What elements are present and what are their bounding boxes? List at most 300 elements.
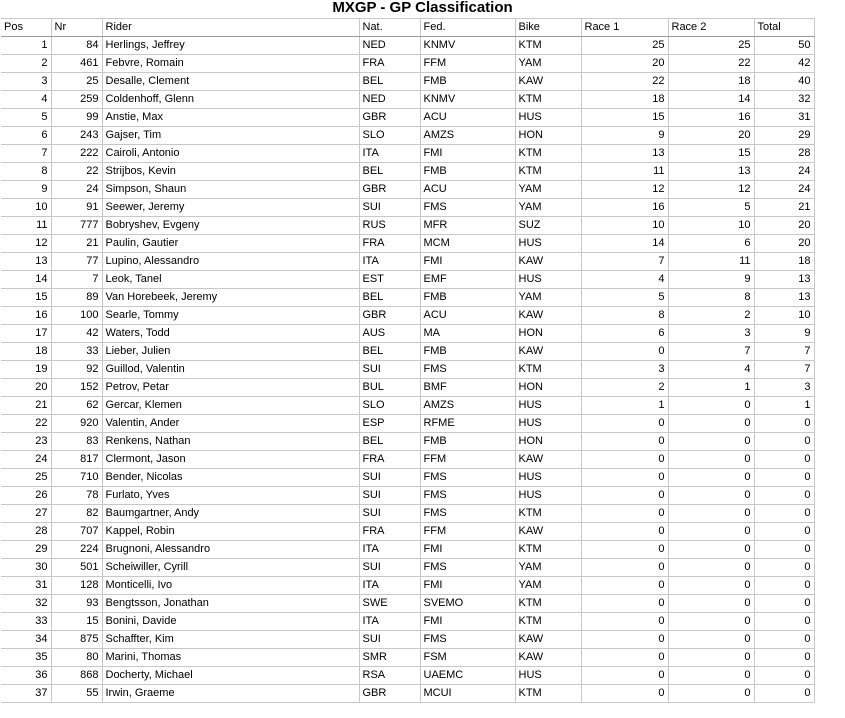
cell-fed: FFM — [420, 451, 515, 469]
cell-race1: 14 — [581, 235, 668, 253]
cell-total: 13 — [754, 271, 814, 289]
cell-rider: Kappel, Robin — [102, 523, 359, 541]
cell-nat: RSA — [359, 667, 420, 685]
cell-nr: 99 — [51, 109, 102, 127]
cell-pos: 17 — [1, 325, 51, 343]
table-row — [1, 217, 814, 235]
cell-race2: 0 — [668, 613, 754, 631]
cell-bike: KAW — [515, 631, 581, 649]
table-row — [1, 649, 814, 667]
cell-rider: Irwin, Graeme — [102, 685, 359, 703]
cell-total: 0 — [754, 415, 814, 433]
cell-fed: FMB — [420, 343, 515, 361]
cell-fed: MA — [420, 325, 515, 343]
cell-pos: 22 — [1, 415, 51, 433]
cell-rider: Paulin, Gautier — [102, 235, 359, 253]
cell-race2: 0 — [668, 631, 754, 649]
cell-nat: RUS — [359, 217, 420, 235]
cell-rider: Waters, Todd — [102, 325, 359, 343]
cell-bike: KTM — [515, 505, 581, 523]
table-row — [1, 631, 814, 649]
cell-fed: FMI — [420, 145, 515, 163]
cell-pos: 13 — [1, 253, 51, 271]
cell-fed: FMI — [420, 577, 515, 595]
cell-pos: 26 — [1, 487, 51, 505]
cell-nr: 89 — [51, 289, 102, 307]
cell-nr: 15 — [51, 613, 102, 631]
cell-total: 21 — [754, 199, 814, 217]
cell-rider: Gajser, Tim — [102, 127, 359, 145]
cell-nat: ITA — [359, 253, 420, 271]
table-row — [1, 199, 814, 217]
cell-total: 18 — [754, 253, 814, 271]
cell-nr: 77 — [51, 253, 102, 271]
cell-nat: SUI — [359, 199, 420, 217]
cell-nr: 24 — [51, 181, 102, 199]
table-row — [1, 505, 814, 523]
cell-pos: 1 — [1, 37, 51, 55]
cell-pos: 20 — [1, 379, 51, 397]
cell-rider: Searle, Tommy — [102, 307, 359, 325]
cell-nr: 224 — [51, 541, 102, 559]
table-header-row — [1, 19, 814, 37]
cell-race1: 0 — [581, 415, 668, 433]
cell-nat: GBR — [359, 685, 420, 703]
cell-nat: SLO — [359, 397, 420, 415]
cell-pos: 29 — [1, 541, 51, 559]
cell-race2: 13 — [668, 163, 754, 181]
cell-race1: 3 — [581, 361, 668, 379]
table-row — [1, 667, 814, 685]
cell-pos: 8 — [1, 163, 51, 181]
cell-race1: 7 — [581, 253, 668, 271]
cell-fed: FMI — [420, 613, 515, 631]
cell-total: 0 — [754, 595, 814, 613]
table-row — [1, 55, 814, 73]
cell-bike: HON — [515, 379, 581, 397]
cell-race1: 0 — [581, 559, 668, 577]
cell-pos: 5 — [1, 109, 51, 127]
cell-rider: Simpson, Shaun — [102, 181, 359, 199]
cell-bike: KAW — [515, 253, 581, 271]
cell-rider: Coldenhoff, Glenn — [102, 91, 359, 109]
cell-nat: SWE — [359, 595, 420, 613]
cell-total: 50 — [754, 37, 814, 55]
cell-nr: 93 — [51, 595, 102, 613]
cell-race1: 16 — [581, 199, 668, 217]
cell-race2: 7 — [668, 343, 754, 361]
cell-rider: Herlings, Jeffrey — [102, 37, 359, 55]
cell-bike: HUS — [515, 667, 581, 685]
cell-nr: 83 — [51, 433, 102, 451]
cell-pos: 12 — [1, 235, 51, 253]
cell-total: 40 — [754, 73, 814, 91]
cell-race1: 2 — [581, 379, 668, 397]
cell-pos: 15 — [1, 289, 51, 307]
cell-nr: 710 — [51, 469, 102, 487]
cell-rider: Petrov, Petar — [102, 379, 359, 397]
cell-race2: 0 — [668, 649, 754, 667]
cell-nat: SUI — [359, 487, 420, 505]
cell-fed: FMB — [420, 289, 515, 307]
table-row — [1, 685, 814, 703]
cell-nat: SUI — [359, 469, 420, 487]
cell-race2: 16 — [668, 109, 754, 127]
table-row — [1, 289, 814, 307]
cell-nr: 501 — [51, 559, 102, 577]
cell-nr: 55 — [51, 685, 102, 703]
cell-total: 0 — [754, 559, 814, 577]
header-race1: Race 1 — [581, 19, 668, 37]
cell-race1: 0 — [581, 487, 668, 505]
table-row — [1, 541, 814, 559]
cell-nat: EST — [359, 271, 420, 289]
cell-rider: Bengtsson, Jonathan — [102, 595, 359, 613]
cell-race1: 10 — [581, 217, 668, 235]
cell-bike: HUS — [515, 469, 581, 487]
cell-total: 0 — [754, 685, 814, 703]
cell-rider: Leok, Tanel — [102, 271, 359, 289]
cell-nat: BEL — [359, 343, 420, 361]
cell-rider: Guillod, Valentin — [102, 361, 359, 379]
cell-rider: Lupino, Alessandro — [102, 253, 359, 271]
table-row — [1, 523, 814, 541]
cell-fed: UAEMC — [420, 667, 515, 685]
cell-nr: 82 — [51, 505, 102, 523]
cell-race2: 0 — [668, 487, 754, 505]
cell-bike: KTM — [515, 595, 581, 613]
cell-total: 32 — [754, 91, 814, 109]
cell-total: 0 — [754, 649, 814, 667]
cell-bike: KTM — [515, 163, 581, 181]
cell-total: 0 — [754, 469, 814, 487]
cell-fed: FFM — [420, 523, 515, 541]
cell-race1: 20 — [581, 55, 668, 73]
cell-pos: 31 — [1, 577, 51, 595]
cell-total: 0 — [754, 613, 814, 631]
cell-bike: KAW — [515, 307, 581, 325]
cell-race1: 11 — [581, 163, 668, 181]
cell-bike: KTM — [515, 37, 581, 55]
cell-fed: FFM — [420, 55, 515, 73]
cell-total: 0 — [754, 541, 814, 559]
cell-total: 9 — [754, 325, 814, 343]
cell-nr: 91 — [51, 199, 102, 217]
cell-fed: FMS — [420, 487, 515, 505]
table-row — [1, 91, 814, 109]
header-total: Total — [754, 19, 814, 37]
cell-bike: HUS — [515, 109, 581, 127]
cell-total: 3 — [754, 379, 814, 397]
cell-bike: SUZ — [515, 217, 581, 235]
cell-pos: 4 — [1, 91, 51, 109]
cell-fed: FMB — [420, 163, 515, 181]
cell-rider: Monticelli, Ivo — [102, 577, 359, 595]
header-nr: Nr — [51, 19, 102, 37]
cell-bike: YAM — [515, 199, 581, 217]
cell-nat: GBR — [359, 307, 420, 325]
cell-bike: HUS — [515, 397, 581, 415]
table-row — [1, 145, 814, 163]
cell-bike: KTM — [515, 685, 581, 703]
cell-rider: Brugnoni, Alessandro — [102, 541, 359, 559]
cell-bike: HON — [515, 325, 581, 343]
cell-race2: 6 — [668, 235, 754, 253]
cell-race2: 18 — [668, 73, 754, 91]
cell-pos: 9 — [1, 181, 51, 199]
cell-race1: 0 — [581, 613, 668, 631]
cell-fed: FMS — [420, 361, 515, 379]
cell-pos: 16 — [1, 307, 51, 325]
cell-rider: Van Horebeek, Jeremy — [102, 289, 359, 307]
cell-race2: 0 — [668, 541, 754, 559]
cell-nr: 128 — [51, 577, 102, 595]
cell-race1: 0 — [581, 631, 668, 649]
cell-nat: FRA — [359, 55, 420, 73]
cell-rider: Furlato, Yves — [102, 487, 359, 505]
cell-race2: 0 — [668, 505, 754, 523]
cell-fed: FMS — [420, 631, 515, 649]
cell-total: 20 — [754, 235, 814, 253]
cell-rider: Strijbos, Kevin — [102, 163, 359, 181]
cell-rider: Bobryshev, Evgeny — [102, 217, 359, 235]
cell-nr: 259 — [51, 91, 102, 109]
cell-nat: ITA — [359, 145, 420, 163]
cell-race2: 1 — [668, 379, 754, 397]
cell-race1: 0 — [581, 451, 668, 469]
cell-total: 0 — [754, 667, 814, 685]
cell-total: 13 — [754, 289, 814, 307]
cell-pos: 18 — [1, 343, 51, 361]
cell-race2: 11 — [668, 253, 754, 271]
cell-fed: ACU — [420, 181, 515, 199]
cell-total: 7 — [754, 361, 814, 379]
cell-nat: SUI — [359, 559, 420, 577]
cell-pos: 6 — [1, 127, 51, 145]
cell-race1: 9 — [581, 127, 668, 145]
cell-bike: YAM — [515, 289, 581, 307]
cell-pos: 30 — [1, 559, 51, 577]
cell-nat: SUI — [359, 361, 420, 379]
cell-rider: Renkens, Nathan — [102, 433, 359, 451]
cell-race1: 0 — [581, 433, 668, 451]
cell-nr: 920 — [51, 415, 102, 433]
cell-nr: 817 — [51, 451, 102, 469]
table-row — [1, 361, 814, 379]
cell-rider: Clermont, Jason — [102, 451, 359, 469]
cell-total: 7 — [754, 343, 814, 361]
cell-fed: FMS — [420, 199, 515, 217]
cell-nr: 25 — [51, 73, 102, 91]
cell-nr: 78 — [51, 487, 102, 505]
cell-nat: ITA — [359, 577, 420, 595]
cell-fed: FMS — [420, 505, 515, 523]
table-row — [1, 577, 814, 595]
header-rider: Rider — [102, 19, 359, 37]
cell-bike: YAM — [515, 577, 581, 595]
cell-pos: 23 — [1, 433, 51, 451]
cell-race2: 9 — [668, 271, 754, 289]
table-row — [1, 271, 814, 289]
cell-race1: 12 — [581, 181, 668, 199]
cell-nat: SUI — [359, 631, 420, 649]
table-row — [1, 181, 814, 199]
header-fed: Fed. — [420, 19, 515, 37]
cell-bike: KAW — [515, 523, 581, 541]
cell-fed: AMZS — [420, 397, 515, 415]
cell-fed: MFR — [420, 217, 515, 235]
cell-race1: 4 — [581, 271, 668, 289]
cell-nat: SMR — [359, 649, 420, 667]
cell-fed: FMI — [420, 253, 515, 271]
cell-nat: BEL — [359, 433, 420, 451]
cell-race1: 0 — [581, 541, 668, 559]
cell-nr: 100 — [51, 307, 102, 325]
cell-nat: BUL — [359, 379, 420, 397]
cell-race2: 25 — [668, 37, 754, 55]
cell-nr: 707 — [51, 523, 102, 541]
cell-race1: 22 — [581, 73, 668, 91]
cell-nat: GBR — [359, 181, 420, 199]
cell-total: 0 — [754, 505, 814, 523]
cell-race1: 0 — [581, 343, 668, 361]
cell-total: 42 — [754, 55, 814, 73]
cell-race2: 0 — [668, 433, 754, 451]
cell-nat: ITA — [359, 613, 420, 631]
cell-pos: 36 — [1, 667, 51, 685]
cell-bike: HON — [515, 127, 581, 145]
cell-nr: 222 — [51, 145, 102, 163]
cell-race1: 6 — [581, 325, 668, 343]
classification-table — [1, 18, 815, 703]
cell-fed: EMF — [420, 271, 515, 289]
cell-fed: AMZS — [420, 127, 515, 145]
cell-fed: ACU — [420, 109, 515, 127]
table-row — [1, 109, 814, 127]
cell-race1: 1 — [581, 397, 668, 415]
cell-race2: 14 — [668, 91, 754, 109]
cell-nat: SUI — [359, 505, 420, 523]
cell-race2: 15 — [668, 145, 754, 163]
table-row — [1, 379, 814, 397]
cell-pos: 11 — [1, 217, 51, 235]
cell-bike: KAW — [515, 451, 581, 469]
table-row — [1, 235, 814, 253]
cell-fed: RFME — [420, 415, 515, 433]
cell-pos: 10 — [1, 199, 51, 217]
cell-fed: SVEMO — [420, 595, 515, 613]
cell-total: 1 — [754, 397, 814, 415]
cell-fed: FMB — [420, 73, 515, 91]
cell-pos: 14 — [1, 271, 51, 289]
cell-race1: 0 — [581, 667, 668, 685]
cell-race2: 2 — [668, 307, 754, 325]
cell-pos: 21 — [1, 397, 51, 415]
cell-nat: SLO — [359, 127, 420, 145]
cell-bike: KTM — [515, 361, 581, 379]
cell-race1: 0 — [581, 595, 668, 613]
cell-nat: ESP — [359, 415, 420, 433]
cell-nat: FRA — [359, 451, 420, 469]
cell-rider: Anstie, Max — [102, 109, 359, 127]
cell-rider: Seewer, Jeremy — [102, 199, 359, 217]
cell-race1: 5 — [581, 289, 668, 307]
cell-pos: 37 — [1, 685, 51, 703]
cell-race2: 0 — [668, 469, 754, 487]
cell-fed: KNMV — [420, 91, 515, 109]
cell-race2: 0 — [668, 559, 754, 577]
cell-nr: 243 — [51, 127, 102, 145]
header-nat: Nat. — [359, 19, 420, 37]
cell-race2: 20 — [668, 127, 754, 145]
cell-race1: 0 — [581, 523, 668, 541]
cell-total: 29 — [754, 127, 814, 145]
cell-fed: ACU — [420, 307, 515, 325]
cell-total: 0 — [754, 433, 814, 451]
cell-rider: Cairoli, Antonio — [102, 145, 359, 163]
cell-race2: 0 — [668, 451, 754, 469]
cell-total: 10 — [754, 307, 814, 325]
page-title: MXGP - GP Classification — [332, 0, 513, 16]
table-row — [1, 325, 814, 343]
cell-nr: 777 — [51, 217, 102, 235]
cell-pos: 7 — [1, 145, 51, 163]
cell-bike: KTM — [515, 91, 581, 109]
cell-race1: 15 — [581, 109, 668, 127]
cell-total: 0 — [754, 451, 814, 469]
header-race2: Race 2 — [668, 19, 754, 37]
table-row — [1, 307, 814, 325]
cell-race1: 0 — [581, 469, 668, 487]
cell-total: 0 — [754, 631, 814, 649]
cell-total: 20 — [754, 217, 814, 235]
cell-fed: FMI — [420, 541, 515, 559]
table-row — [1, 595, 814, 613]
cell-fed: FMS — [420, 559, 515, 577]
cell-fed: FMB — [420, 433, 515, 451]
cell-race1: 8 — [581, 307, 668, 325]
cell-total: 0 — [754, 487, 814, 505]
cell-bike: KAW — [515, 73, 581, 91]
cell-race2: 4 — [668, 361, 754, 379]
cell-race2: 3 — [668, 325, 754, 343]
cell-bike: HUS — [515, 487, 581, 505]
cell-pos: 19 — [1, 361, 51, 379]
cell-nat: AUS — [359, 325, 420, 343]
cell-total: 0 — [754, 577, 814, 595]
cell-nr: 84 — [51, 37, 102, 55]
table-row — [1, 451, 814, 469]
cell-pos: 27 — [1, 505, 51, 523]
cell-fed: MCM — [420, 235, 515, 253]
cell-race1: 0 — [581, 577, 668, 595]
table-row — [1, 73, 814, 91]
table-row — [1, 127, 814, 145]
cell-nat: BEL — [359, 289, 420, 307]
cell-race2: 0 — [668, 415, 754, 433]
cell-race1: 0 — [581, 505, 668, 523]
cell-race2: 5 — [668, 199, 754, 217]
cell-bike: HON — [515, 433, 581, 451]
cell-rider: Bonini, Davide — [102, 613, 359, 631]
cell-bike: KTM — [515, 613, 581, 631]
cell-fed: KNMV — [420, 37, 515, 55]
cell-total: 24 — [754, 163, 814, 181]
cell-total: 31 — [754, 109, 814, 127]
cell-nr: 80 — [51, 649, 102, 667]
cell-pos: 25 — [1, 469, 51, 487]
cell-fed: FMS — [420, 469, 515, 487]
